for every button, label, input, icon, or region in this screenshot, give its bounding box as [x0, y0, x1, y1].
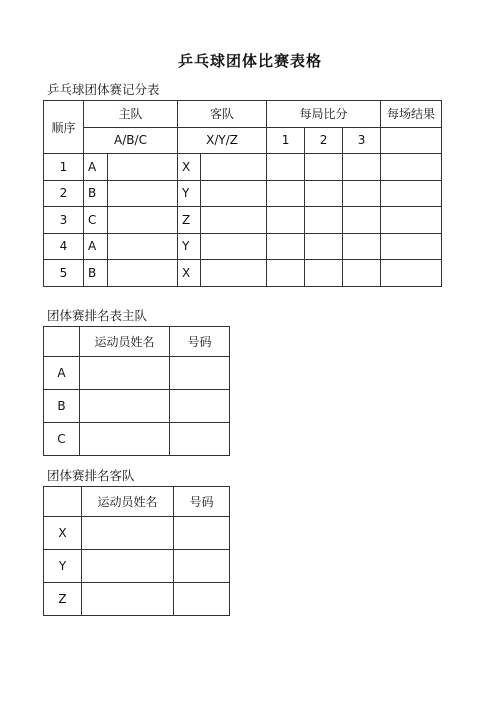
away-player-letter: X [178, 154, 201, 181]
match-result-header: 每场结果 [381, 101, 442, 128]
home-ranking-table [43, 326, 230, 456]
game-1-score-cell[interactable] [267, 207, 305, 234]
order-cell: 3 [44, 207, 84, 234]
table-row [44, 517, 230, 550]
player-name-cell[interactable] [80, 423, 170, 456]
match-result-cell[interactable] [381, 207, 442, 234]
game-1-score-cell[interactable] [267, 154, 305, 181]
game-3-score-cell[interactable] [343, 154, 381, 181]
away-player-letter: Z [178, 207, 201, 234]
player-name-header: 运动员姓名 [80, 327, 170, 357]
score-table [43, 100, 442, 287]
player-number-cell[interactable] [174, 517, 230, 550]
away-player-letter: X [178, 260, 201, 287]
away-player-name-cell[interactable] [201, 180, 267, 207]
order-cell: 1 [44, 154, 84, 181]
table-row [44, 357, 230, 390]
home-player-name-cell[interactable] [108, 233, 178, 260]
table-row [44, 154, 442, 181]
home-ranking-header-row [44, 327, 230, 357]
game-2-score-cell[interactable] [305, 207, 343, 234]
game-2-score-cell[interactable] [305, 154, 343, 181]
game-1-score-cell[interactable] [267, 233, 305, 260]
letter-header [44, 327, 80, 357]
game-2-score-cell[interactable] [305, 180, 343, 207]
player-name-cell[interactable] [82, 550, 174, 583]
order-cell: 4 [44, 233, 84, 260]
home-player-letter: B [84, 260, 108, 287]
game-scores-header: 每局比分 [267, 101, 381, 128]
table-row [44, 180, 442, 207]
table-row [44, 423, 230, 456]
away-ranking-header-row [44, 487, 230, 517]
game-2-score-cell[interactable] [305, 260, 343, 287]
table-row [44, 207, 442, 234]
match-result-cell[interactable] [381, 233, 442, 260]
table-row [44, 550, 230, 583]
match-result-cell[interactable] [381, 180, 442, 207]
home-player-letter: A [84, 233, 108, 260]
score-header-row [44, 101, 442, 128]
player-letter: C [44, 423, 80, 456]
away-player-name-cell[interactable] [201, 233, 267, 260]
away-team-header: 客队 [178, 101, 267, 128]
home-player-letter: B [84, 180, 108, 207]
game-number: 3 [343, 127, 381, 154]
player-name-cell[interactable] [80, 390, 170, 423]
table-row [44, 390, 230, 423]
home-team-header: 主队 [84, 101, 178, 128]
player-number-cell[interactable] [174, 550, 230, 583]
game-1-score-cell[interactable] [267, 180, 305, 207]
game-number: 1 [267, 127, 305, 154]
player-letter: Z [44, 583, 82, 616]
game-3-score-cell[interactable] [343, 180, 381, 207]
game-3-score-cell[interactable] [343, 233, 381, 260]
player-name-header: 运动员姓名 [82, 487, 174, 517]
player-letter: B [44, 390, 80, 423]
table-row [44, 233, 442, 260]
home-team-subheader: A/B/C [84, 127, 178, 154]
home-player-name-cell[interactable] [108, 207, 178, 234]
away-ranking-caption: 团体赛排名客队 [47, 468, 135, 483]
match-result-subheader [381, 127, 442, 154]
player-number-cell[interactable] [170, 423, 230, 456]
order-header: 顺序 [44, 101, 84, 154]
player-number-cell[interactable] [170, 390, 230, 423]
away-team-subheader: X/Y/Z [178, 127, 267, 154]
away-player-letter: Y [178, 180, 201, 207]
order-cell: 5 [44, 260, 84, 287]
home-player-name-cell[interactable] [108, 260, 178, 287]
player-letter: Y [44, 550, 82, 583]
page-title: 乒乓球团体比赛表格 [177, 52, 322, 70]
order-cell: 2 [44, 180, 84, 207]
score-table-caption: 乒乓球团体赛记分表 [47, 82, 160, 97]
player-name-cell[interactable] [82, 583, 174, 616]
player-name-cell[interactable] [82, 517, 174, 550]
game-number: 2 [305, 127, 343, 154]
game-3-score-cell[interactable] [343, 207, 381, 234]
game-2-score-cell[interactable] [305, 233, 343, 260]
game-3-score-cell[interactable] [343, 260, 381, 287]
home-player-letter: A [84, 154, 108, 181]
table-row [44, 260, 442, 287]
away-ranking-table [43, 486, 230, 616]
away-player-name-cell[interactable] [201, 154, 267, 181]
home-player-name-cell[interactable] [108, 180, 178, 207]
away-player-letter: Y [178, 233, 201, 260]
away-player-name-cell[interactable] [201, 260, 267, 287]
away-player-name-cell[interactable] [201, 207, 267, 234]
letter-header [44, 487, 82, 517]
player-letter: X [44, 517, 82, 550]
home-player-letter: C [84, 207, 108, 234]
score-subheader-row [44, 127, 442, 154]
player-name-cell[interactable] [80, 357, 170, 390]
player-letter: A [44, 357, 80, 390]
match-result-cell[interactable] [381, 154, 442, 181]
table-row [44, 583, 230, 616]
player-number-header: 号码 [170, 327, 230, 357]
player-number-cell[interactable] [170, 357, 230, 390]
player-number-header: 号码 [174, 487, 230, 517]
match-result-cell[interactable] [381, 260, 442, 287]
home-player-name-cell[interactable] [108, 154, 178, 181]
home-ranking-caption: 团体赛排名表主队 [47, 308, 148, 323]
player-number-cell[interactable] [174, 583, 230, 616]
game-1-score-cell[interactable] [267, 260, 305, 287]
